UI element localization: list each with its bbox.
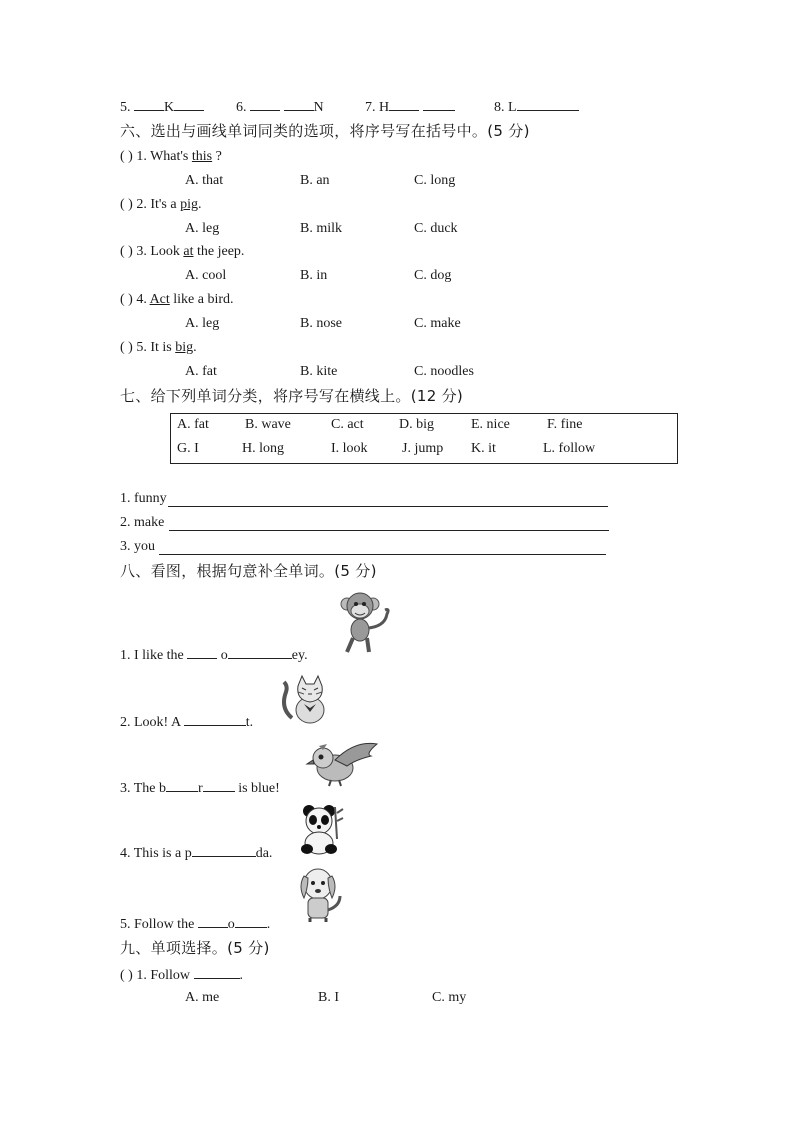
letter-item-6: 6. N [236, 97, 324, 117]
panda-picture [297, 803, 347, 855]
option-a: A. me [185, 990, 220, 1005]
word-bank-item: E. nice [471, 417, 510, 432]
section-8-title: 八、看图，根据句意补全单词。(5 分) [120, 562, 377, 580]
option-c: C. duck [414, 221, 458, 236]
answer-bracket[interactable]: ( ) [120, 968, 133, 983]
cat-picture [280, 668, 340, 726]
option-a: A. leg [185, 316, 220, 331]
option-c: C. make [414, 316, 461, 331]
word-bank-item: G. I [177, 441, 199, 456]
section-7-title: 七、给下列单词分类，将序号写在横线上。(12 分) [120, 387, 464, 405]
answer-line[interactable] [159, 554, 606, 555]
answer-bracket[interactable]: ( ) [120, 292, 133, 307]
answer-line[interactable] [168, 506, 608, 507]
option-a: A. fat [185, 364, 217, 379]
word-bank-item: D. big [399, 417, 434, 432]
option-b: B. an [300, 173, 330, 188]
q8-1-sentence: 1. I like the o ey. [120, 645, 308, 665]
option-a: A. cool [185, 268, 227, 283]
option-a: A. that [185, 173, 224, 188]
dog-picture [296, 866, 346, 924]
q8-2-sentence: 2. Look! A t. [120, 712, 253, 732]
option-a: A. leg [185, 221, 220, 236]
answer-bracket[interactable]: ( ) [120, 340, 133, 355]
word-bank-item: I. look [331, 441, 368, 456]
letter-item-5: 5. K [120, 97, 204, 117]
word-bank-item: F. fine [547, 417, 583, 432]
answer-bracket[interactable]: ( ) [120, 197, 133, 212]
bird-picture [305, 738, 381, 790]
word-bank-item: A. fat [177, 417, 209, 432]
category-label-funny: 1. funny [120, 491, 167, 506]
q8-5-sentence: 5. Follow the o . [120, 914, 270, 934]
q8-4-sentence: 4. This is a p da. [120, 843, 272, 863]
category-label-you: 3. you [120, 539, 155, 554]
answer-line[interactable] [169, 530, 609, 531]
option-b: B. milk [300, 221, 343, 236]
option-c: C. dog [414, 268, 452, 283]
option-b: B. nose [300, 316, 342, 331]
word-bank-item: H. long [242, 441, 284, 456]
word-bank-item: B. wave [245, 417, 291, 432]
option-c: C. noodles [414, 364, 474, 379]
section-9-title: 九、单项选择。(5 分) [120, 939, 270, 957]
option-b: B. kite [300, 364, 338, 379]
answer-bracket[interactable]: ( ) [120, 149, 133, 164]
word-bank-item: K. it [471, 441, 496, 456]
option-b: B. I [318, 990, 339, 1005]
monkey-picture [335, 590, 395, 656]
q8-3-sentence: 3. The b r is blue! [120, 778, 280, 798]
word-bank-item: C. act [331, 417, 364, 432]
letter-item-8: 8. L [494, 97, 579, 117]
option-c: C. my [432, 990, 467, 1005]
sec9-question-1: ( ) 1. Follow . [120, 965, 243, 985]
letter-item-7: 7. H [365, 97, 455, 117]
category-label-make: 2. make [120, 515, 165, 530]
option-c: C. long [414, 173, 456, 188]
section-6-title: 六、选出与画线单词同类的选项，将序号写在括号中。(5 分) [120, 122, 530, 140]
word-bank-item: J. jump [402, 441, 444, 456]
option-b: B. in [300, 268, 328, 283]
answer-bracket[interactable]: ( ) [120, 244, 133, 259]
word-bank-item: L. follow [543, 441, 596, 456]
